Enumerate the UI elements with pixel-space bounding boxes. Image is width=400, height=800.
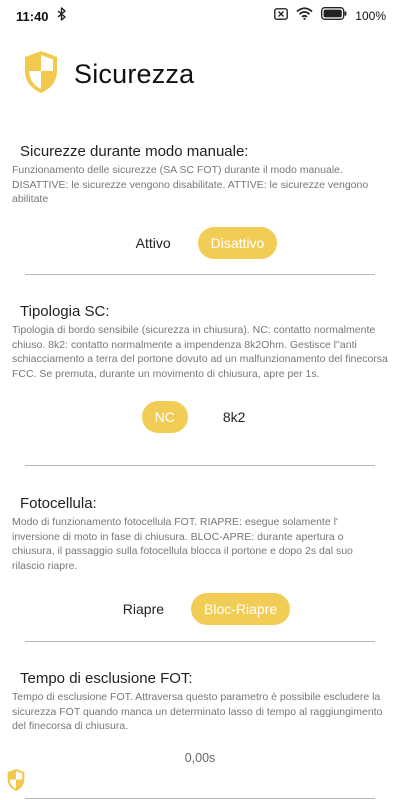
- section-sc-type: [0, 303, 400, 433]
- option-group: [0, 593, 400, 625]
- option-riapre[interactable]: Riapre: [122, 601, 165, 617]
- option-bloc-riapre[interactable]: Bloc-Riapre: [191, 593, 290, 625]
- option-attivo[interactable]: Attivo: [135, 234, 171, 251]
- divider: [25, 274, 375, 275]
- shield-icon[interactable]: [6, 768, 26, 797]
- section-heading: Tempo di esclusione FOT:: [20, 670, 193, 687]
- battery-percent-value: 100: [355, 9, 376, 23]
- divider: [25, 798, 375, 799]
- section-fot-exclusion-time: [0, 670, 400, 765]
- battery-icon: [321, 7, 347, 25]
- exclusion-time-value[interactable]: 0,00s: [184, 750, 216, 765]
- option-group: [0, 401, 400, 433]
- bluetooth-icon: [57, 7, 67, 26]
- section-description: Tempo di esclusione FOT. Attraversa questo parametro è possibile escludere la sicurezza FOT quando manca un determinato lasso di tempo al raggiungimento del finecorsa di chiusura.: [12, 691, 383, 732]
- battery-percent: 100%: [355, 9, 386, 23]
- option-disattivo[interactable]: Disattivo: [198, 227, 278, 259]
- option-nc[interactable]: NC: [142, 401, 188, 433]
- status-bar: [0, 0, 400, 32]
- battery-saver-icon: [274, 7, 288, 25]
- option-group: [0, 227, 400, 259]
- section-manual-mode-safety: [0, 143, 400, 259]
- status-time: 11:40: [16, 8, 49, 24]
- section-heading: Sicurezze durante modo manuale:: [20, 143, 249, 160]
- option-8k2[interactable]: 8k2: [222, 409, 246, 425]
- section-description: Modo di funzionamento fotocellula FOT. RIAPRE: esegue solamente l' inversione di moto in fase di chiusura. BLOC-APRE: durante apertura o chiusura, il passaggio sulla fotocellula blocca il portone e dopo 2s dal suo rilascio riapre.: [12, 516, 353, 572]
- status-bar-right: [274, 7, 386, 25]
- section-description: Funzionamento delle sicurezze (SA SC FOT) durante il modo manuale. DISATTIVE: le sicurezze vengono disabilitate. ATTIVE: le sicurezze vengono abilitate: [12, 164, 369, 205]
- wifi-icon: [296, 7, 313, 25]
- section-photocell: [0, 495, 400, 625]
- page-title: Sicurezza: [74, 58, 195, 89]
- section-heading: Tipologia SC:: [20, 303, 110, 320]
- status-bar-left: [16, 7, 67, 26]
- section-description: Tipologia di bordo sensibile (sicurezza in chiusura). NC: contatto normalmente chiuso. 8k2: contatto normalmente a impendenza 8k2Ohm. Gestisce l''anti schiacciamento a terra del portone dovuto ad un malfunzionamento del finecorsa FCC. Se premuta, durante un movimento di chiusura, apre per 1s.: [12, 324, 388, 380]
- divider: [25, 641, 375, 642]
- page-header: [22, 50, 194, 98]
- section-heading: Fotocellula:: [20, 495, 97, 512]
- shield-icon: [22, 49, 60, 100]
- divider: [25, 465, 375, 466]
